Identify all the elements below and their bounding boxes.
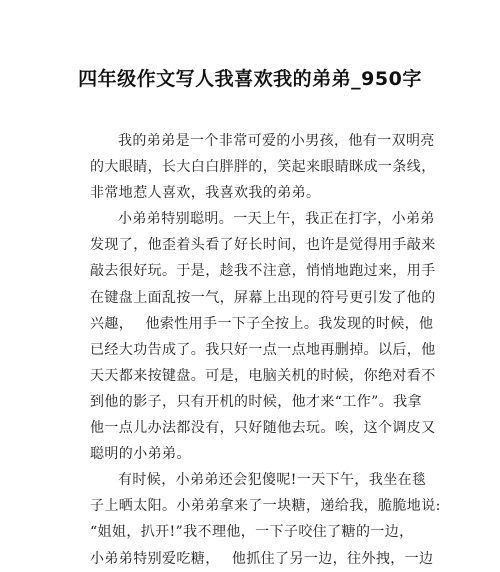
text-line: 非常地惹人喜欢，我喜欢我的弟弟。 [90,185,321,202]
text-line: 小弟弟特别聪明。一天上午，我正在打字，小弟弟 [118,211,435,228]
text-line: 小弟弟特别爱吃糖， 他抓住了另一边，往外拽，一边 [90,550,434,567]
document-body [90,128,441,572]
text-line: 天天都来按键盘。可是，电脑关机的时候，你绝对看不 [90,367,436,384]
text-line: 在键盘上面乱按一气，屏幕上出现的符号更引发了他的 [90,289,436,306]
text-line: 兴趣， 他索性用手一下子全按上。我发现的时候，他 [90,315,434,332]
text-line: 他一点儿办法都没有，只好随他去玩。唉，这个调皮又 [90,420,436,437]
text-line: 已经大功告成了。我只好一点一点地再删掉。以后，他 [90,341,436,358]
text-line: 发现了，他歪着头看了好长时间，也许是觉得用手敲来 [90,237,436,254]
text-line: 敲去很好玩。于是，趁我不注意，悄悄地跑过来，用手 [90,263,436,280]
document-title: 四年级作文写人我喜欢我的弟弟_950字 [78,68,422,90]
text-line: 聪明的小弟弟。 [90,446,191,463]
text-line: 有时候，小弟弟还会犯傻呢!一天下午，我坐在毯 [118,472,427,489]
text-line: 到他的影子，只有开机的时候，他才来“工作”。我拿 [90,393,422,410]
text-line: 我的弟弟是一个非常可爱的小男孩，他有一双明亮 [118,133,435,149]
text-line: 的大眼睛，长大白白胖胖的，笑起来眼睛眯成一条线， [90,159,436,176]
text-line: “姐姐，扒开!”我不理他，一下子咬住了糖的一边， [90,524,414,541]
text-line: 子上晒太阳。小弟弟拿来了一块糖，递给我，脆脆地说: [90,498,441,515]
